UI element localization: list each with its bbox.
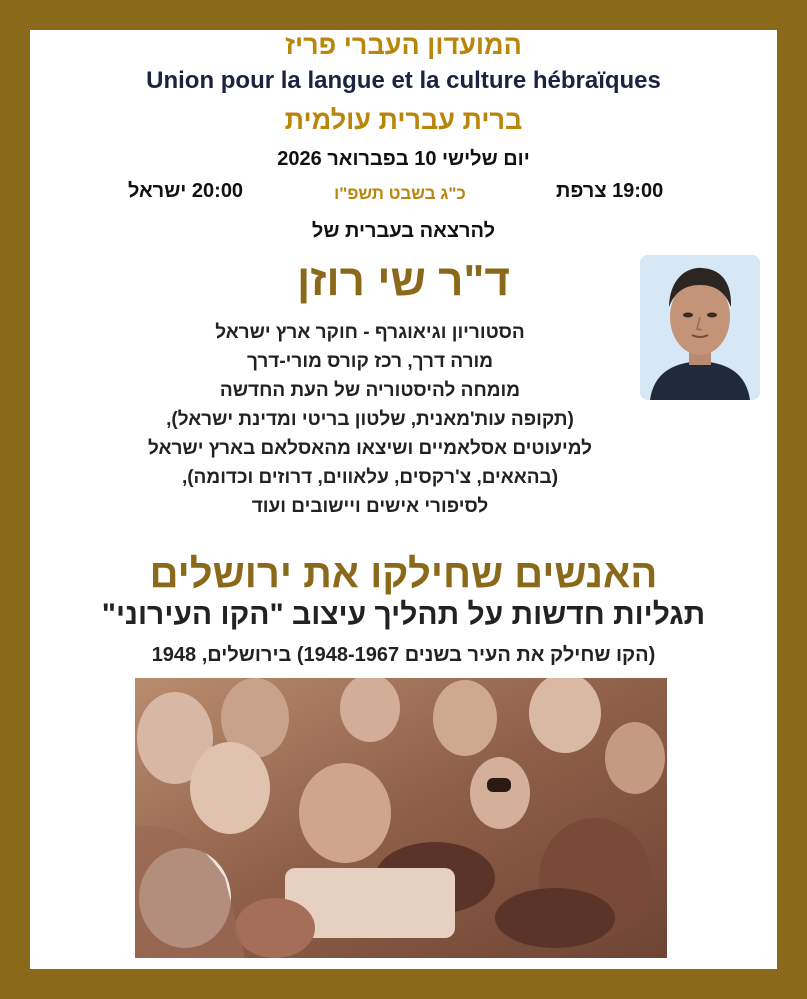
time-paris: 19:00 צרפת xyxy=(556,180,664,202)
speaker-bio xyxy=(100,318,640,521)
lecture-subtitle: תגליות חדשות על תהליך עיצוב "הקו העירוני" xyxy=(101,598,706,631)
lecture-intro: להרצאה בעברית של xyxy=(311,220,496,242)
event-date: יום שלישי 10 בפברואר 2026 xyxy=(277,148,530,170)
bio-line: מורה דרך, רכז קורס מורי-דרך xyxy=(246,351,494,372)
org-french-title: Union pour la langue et la culture hébraïques xyxy=(146,67,661,94)
lecture-subtitle-dates: (הקו שחילק את העיר בשנים 1948-1967) בירושלים, 1948 xyxy=(151,644,656,666)
bio-line: (בהאאים, צ'רקסים, עלאווים, דרוזים וכדומה), xyxy=(181,467,559,488)
historic-photo xyxy=(135,678,667,958)
brit-ivrit-title: ברית עברית עולמית xyxy=(284,105,523,135)
bio-line: מומחה להיסטוריה של העת החדשה xyxy=(219,380,521,401)
org-hebrew-title: המועדון העברי פריז xyxy=(285,30,522,60)
bio-line: למיעוטים אסלאמיים ושיצאו מהאסלאם בארץ ישראל xyxy=(148,438,592,459)
bio-line: (תקופה עות'מאנית, שלטון בריטי ומדינת ישראל), xyxy=(166,409,574,430)
speaker-portrait xyxy=(640,255,760,400)
lecture-title: האנשים שחילקו את ירושלים xyxy=(149,552,658,596)
speaker-name: ד"ר שי רוזן xyxy=(297,256,510,305)
time-israel: 20:00 ישראל xyxy=(128,180,244,202)
hebrew-date: כ"ג בשבט תשפ"ו xyxy=(334,184,466,203)
bio-line: לסיפורי אישים ויישובים ועוד xyxy=(251,496,489,517)
bio-line: הסטוריון וגיאוגרף - חוקר ארץ ישראל xyxy=(215,322,525,343)
